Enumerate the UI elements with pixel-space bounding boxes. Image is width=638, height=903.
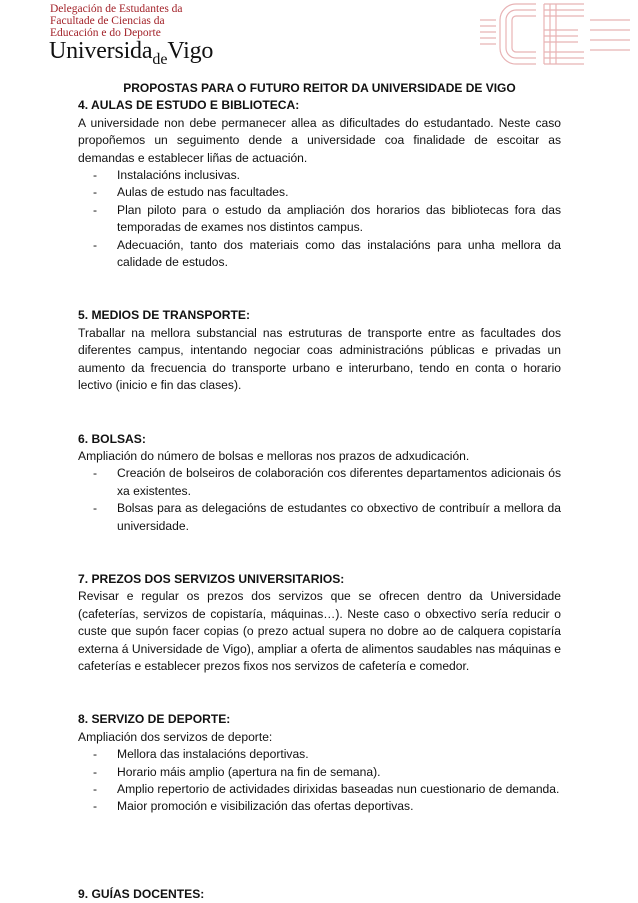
delegation-name [50,3,183,39]
document-title: PROPOSTAS PARA O FUTURO REITOR DA UNIVERSIDADE DE VIGO [123,81,516,95]
section-heading: 7. PREZOS DOS SERVIZOS UNIVERSITARIOS: [78,571,345,586]
section-paragraph: Traballar na mellora substancial nas estruturas de transporte entre as facultades dos diferentes campus, intentando negociar coas administracións públicas e privadas un aumento da frecuencia do transporte urbano e interurbano, tendo en conta o horario lectivo (inicio e fin das clases). [78,325,561,393]
list-item: - Bolsas para as delegacións de estudantes co obxectivo de contribuír a mellora da universidade. [93,501,561,533]
list-item: - Aulas de estudo nas facultades. [93,185,289,200]
section-paragraph: Revisar e regular os prezos dos servizos que se ofrecen dentro da Universidade (cafeterías, servizos de copistaría, máquinas…). Neste caso o obxectivo sería reducir o custe que supón facer copias (o prezo actual supera no dobre ao de calquera copistaría externa á Universidade de Vigo), ampliar a oferta de alimentos saudables nas máquinas e cafeterías e establecer prezos fixos nos servizos de cafetería e comedor. [78,589,561,673]
section-heading: 6. BOLSAS: [78,431,146,446]
section-paragraph: A universidade non debe permanecer allea as dificultades do estudantado. Neste caso propoñemos un seguimento dende a universidade coa finalidade de escoitar as demandas e establecer liñas de actuación. [78,115,561,165]
document-body [78,80,561,903]
list-item: - Creación de bolseiros de colaboración cos diferentes departamentos adicionais ós xa existentes. [93,466,561,498]
university-name-de: de [152,51,168,68]
list-item: - Maior promoción e visibilización das ofertas deportivas. [93,799,414,814]
bullet-list [78,465,561,535]
section-heading: 4. AULAS DE ESTUDO E BIBLIOTECA: [78,98,300,113]
document-header [0,0,638,70]
bullet-list [78,746,561,816]
ce-monogram-logo-icon [474,0,638,68]
university-name-part: Vigo [167,38,214,64]
delegation-line: Facultade de Ciencias da [50,15,165,27]
list-item: - Adecuación, tanto dos materiais como das instalacións para unha mellora da calidade de estudos. [93,237,561,270]
list-item: - Instalacións inclusivas. [93,168,241,183]
section-heading: 9. GUÍAS DOCENTES: [78,886,205,901]
section-paragraph: Ampliación do número de bolsas e melloras nos prazos de adxudicación. [78,448,470,463]
delegation-line: Educación e do Deporte [50,27,161,39]
bullet-list [78,167,561,271]
delegation-line: Delegación de Estudantes da [50,3,183,15]
university-name-part: Universida [49,38,153,64]
university-wordmark [49,38,214,68]
section-heading: 5. MEDIOS DE TRANSPORTE: [78,308,251,323]
section-paragraph: Ampliación dos servizos de deporte: [78,729,273,744]
list-item: - Horario máis amplio (apertura na fin de semana). [93,764,381,779]
list-item: - Amplio repertorio de actividades dirixidas baseadas nun cuestionario de demanda. [93,782,560,796]
list-item: - Plan piloto para o estudo da ampliación dos horarios das bibliotecas fora das temporadas de exames nos distintos campus. [93,202,561,235]
list-item: - Mellora das instalacións deportivas. [93,747,309,762]
section-heading: 8. SERVIZO DE DEPORTE: [78,712,231,727]
